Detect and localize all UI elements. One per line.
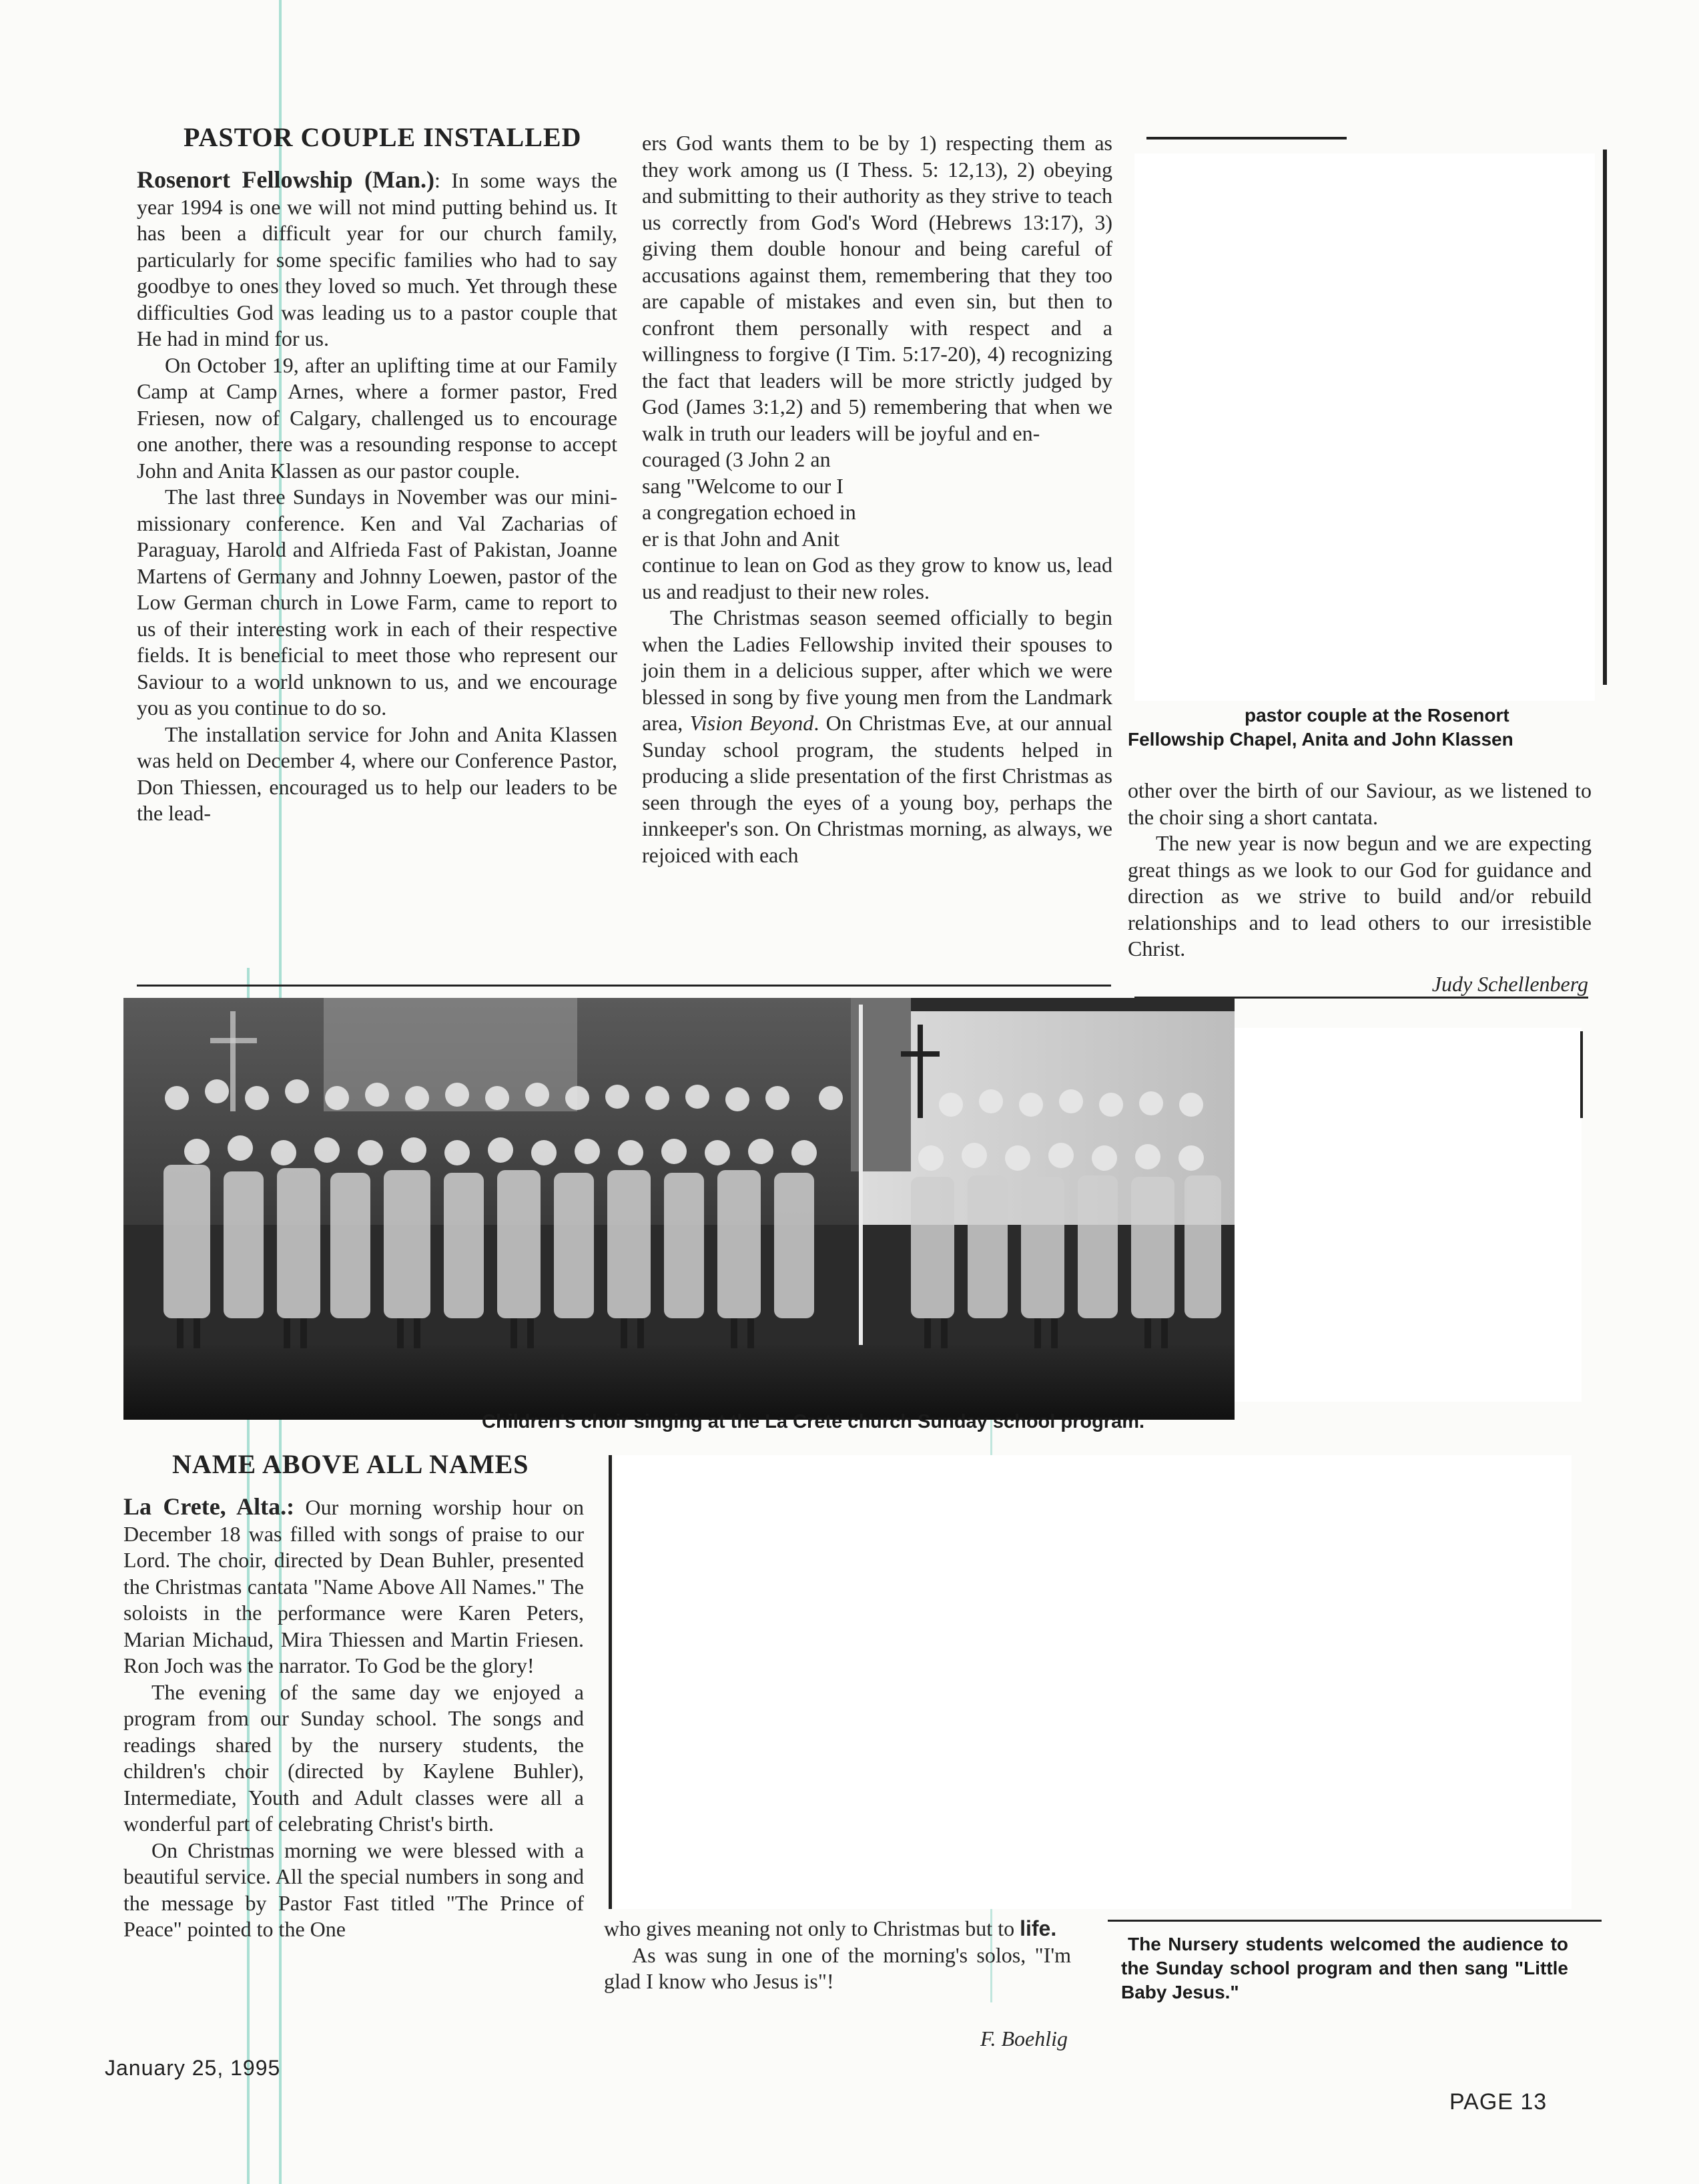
choir-photo (123, 998, 1235, 1420)
blank-photo-area (1235, 1028, 1582, 1402)
paragraph: On Christmas morning we were blessed with a beautiful service. All the special numbers in song and the message by Pastor Fast titled "The Prince of Peace" pointed to the One (123, 1838, 584, 1941)
photo-caption: The Nursery students welcomed the audience to the Sunday school program and then sang "Little Baby Jesus." (1121, 1934, 1568, 2002)
photo-top-rule (1146, 137, 1347, 140)
paragraph: As was sung in one of the morning's solos, "I'm glad I know who Jesus is"! (604, 1942, 1071, 1993)
paragraph: The evening of the same day we enjoyed a program from our Sunday school. The songs and readings shared by the nursery students, the children's choir (directed by Kaylene Buhler), Intermediate, Youth and Adult classes were all a wonderful part of celebrating Christ's birth. (123, 1679, 584, 1836)
article-column (642, 130, 1112, 868)
paragraph: continue to lean on God as they grow to know us, lead us and readjust to their new roles. (642, 553, 1112, 603)
article-column (123, 1494, 584, 1943)
cut-text-line: er is that John and Anit (642, 526, 839, 551)
page-number: PAGE 13 (1449, 2089, 1548, 2115)
divider-rule (137, 985, 1111, 987)
paragraph: The Christmas season seemed officially to begin when the Ladies Fellowship invited their spouses to join them in a delicious supper, after which we were blessed in song by five young men from the Landmark area, Vision Beyond. On Christmas Eve, at our annual Sunday school program, the students helped in producing a slide presentation of the first Christmas as seen through the eyes of a young boy, perhaps the innkeeper's son. On Christmas morning, as always, we rejoiced with each (642, 605, 1113, 867)
pastor-couple-photo (1134, 154, 1595, 701)
paragraph: The installation service for John and Anita Klassen was held on December 4, where our Conference Pastor, Don Thiessen, encouraged us to help our leaders to be the lead- (137, 722, 617, 825)
article-column (604, 1916, 1071, 1995)
article-column (137, 167, 617, 827)
article-title: PASTOR COUPLE INSTALLED (184, 122, 582, 152)
paragraph: ers God wants them to be by 1) respecting them as they work among us (I Thess. 5: 12,13), 2) obeying and submitting to their authority as they strive to teach us correctly from God's Word (Hebrews 13:17), 3) giving them double honour and being careful of accusations against them, remembering that they too are capable of mistakes and even sin, but then to confront them personally with respect and a willingness to forgive (I Tim. 5:17-20), 4) recognizing the fact that leaders will be more strictly judged by God (James 3:1,2) and 5) remembering that when we walk in truth our leaders will be joyful and en- (642, 131, 1112, 445)
photo-right-rule (1603, 150, 1607, 685)
choir-photo-caption: Children's choir singing at the La Crete church Sunday school program. (482, 1411, 1145, 1432)
issue-date: January 25, 1995 (105, 2056, 281, 2080)
cut-text-line: a congregation echoed in (642, 500, 856, 524)
paragraph: The new year is now begun and we are expecting great things as we look to our God for guidance and direction as we strive to build and/or rebuild relationships and to lead others to our irresistible Christ. (1128, 831, 1592, 961)
photo-right-rule (1580, 1031, 1583, 1118)
photo-left-rule (609, 1455, 612, 1909)
ensemble-name: Vision Beyond (689, 711, 814, 735)
article-title: NAME ABOVE ALL NAMES (172, 1449, 529, 1479)
dateline: La Crete, Alta.: (123, 1493, 295, 1520)
paragraph: La Crete, Alta.: Our morning worship hour on December 18 was filled with songs of praise to our Lord. The choir, directed by Dean Buhler, presented the Christmas cantata "Name Above All Names." The soloists in the performance were Karen Peters, Marian Michaud, Mira Thiessen and Martin Friesen. Ron Joch was the narrator. To God be the glory! (123, 1493, 584, 1677)
byline: F. Boehlig (980, 2026, 1068, 2051)
paragraph: who gives meaning not only to Christmas but to life. (604, 1916, 1057, 1940)
photo-bottom-rule (1108, 1920, 1602, 1922)
cut-text-line: sang "Welcome to our I (642, 473, 843, 498)
paragraph: Rosenort Fellowship (Man.): In some ways the year 1994 is one we will not mind putting behind us. It has been a difficult year for our church family, particularly for some specific families who had to say goodbye to ones they loved so much. Yet through these difficulties God was leading us to a pastor couple that He had in mind for us. (137, 166, 617, 350)
article-column (1128, 778, 1592, 963)
nursery-photo (614, 1455, 1572, 1909)
paragraph: On October 19, after an uplifting time at our Family Camp at Camp Arnes, where a former pastor, Fred Friesen, now of Calgary, challenged us to encourage one another, there was a resounding response to accept John and Anita Klassen as our pastor couple. (137, 352, 617, 483)
byline: Judy Schellenberg (1431, 972, 1588, 996)
paragraph: other over the birth of our Saviour, as we listened to the choir sing a short cantata. (1128, 778, 1592, 829)
photo-caption: pastor couple at the Rosenort Fellowship Chapel, Anita and John Klassen (1128, 705, 1513, 750)
cut-text-line: couraged (3 John 2 an (642, 447, 831, 471)
paragraph: The last three Sundays in November was our mini-missionary conference. Ken and Val Zacharias of Paraguay, Harold and Alfrieda Fast of Pakistan, Joanne Martens of Germany and Johnny Loewen, pastor of the Low German church in Lowe Farm, came to report to us of their interesting work in each of their respective fields. It is beneficial to meet those who represent our Saviour to a world unknown to us, and we encourage you as you continue to do so. (137, 485, 617, 720)
dateline: Rosenort Fellowship (Man.) (137, 166, 434, 193)
